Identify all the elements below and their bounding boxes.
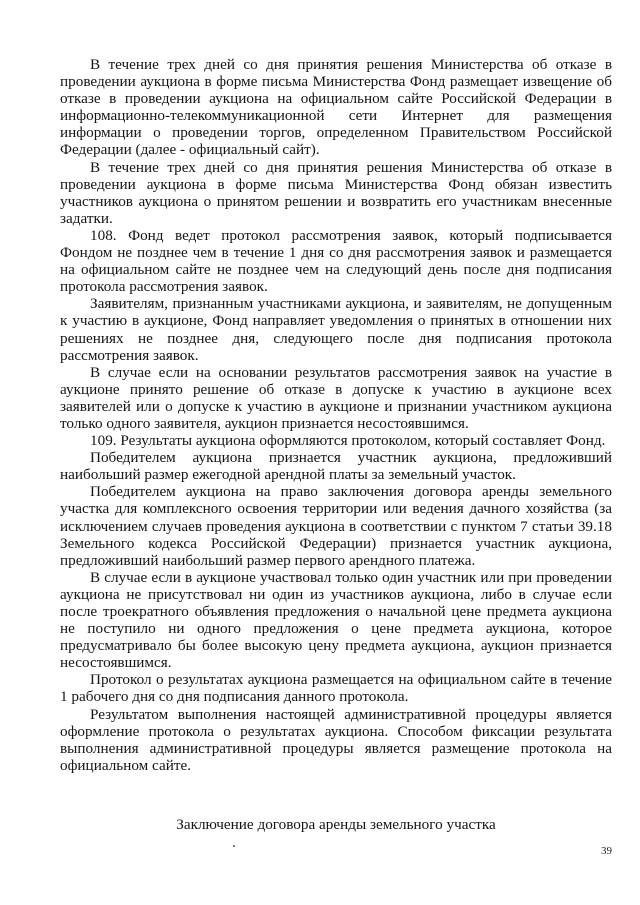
paragraph-auction-failed-applications: В случае если на основании результатов рассмотрения заявок на участие в аукционе принято решение об отказе в допуске к участию в аукционе всех заявителей или о допуске к участию в аукционе и признании участником аукциона только одного заявителя, аукцион признается несостоявшимся. (60, 363, 612, 432)
paragraph-results-publication: Протокол о результатах аукциона размещается на официальном сайте в течение 1 рабочего дня со дня подписания данного протокола. (60, 671, 612, 706)
paragraph-procedure-result: Результатом выполнения настоящей административной процедуры является оформление протокола о результатах аукциона. Способом фиксации результата выполнения административной процедуры является размещение протокола на официальном сайте. (60, 705, 612, 774)
paragraph-108-protocol: 108. Фонд ведет протокол рассмотрения заявок, который подписывается Фондом не позднее чем в течение 1 дня со дня рассмотрения заявок и размещается на официальном сайте не позднее чем на следующий день после дня подписания протокола рассмотрения заявок. (60, 226, 612, 296)
document-body (60, 56, 612, 774)
paragraph-auction-failed-single: В случае если в аукционе участвовал только один участник или при проведении аукциона не присутствовал ни один из участников аукциона, либо в случае если после троекратного объявления предложения о начальной цене предмета аукциона не поступило ни одного предложения о цене предмета аукциона, которое предусматривало бы более высокую цену предмета аукциона, аукцион признается несостоявшимся. (60, 568, 612, 672)
page-number: 39 (601, 845, 612, 857)
paragraph-refusal-notice: В течение трех дней со дня принятия решения Министерства об отказе в проведении аукциона в форме письма Министерства Фонд размещает извещение об отказе в проведении аукциона на официальном сайте Российской Федерации в информационно-телекоммуникационной сети Интернет для размещения информации о проведении торгов, определенном Правительством Российской Федерации (далее - официальный сайт). (60, 56, 612, 159)
paragraph-winner-annual-rent: Победителем аукциона признается участник аукциона, предложивший наибольший размер ежегодной арендной платы за земельный участок. (60, 449, 612, 484)
paragraph-109-results: 109. Результаты аукциона оформляются протоколом, который составляет Фонд. (90, 432, 606, 450)
paragraph-refusal-participants: В течение трех дней со дня принятия решения Министерства об отказе в проведении аукциона в форме письма Министерства Фонд обязан известить участников аукциона о принятом решении и возвратить его участникам внесенные задатки. (60, 158, 612, 227)
scan-speck (233, 845, 235, 847)
section-heading: Заключение договора аренды земельного участка (176, 816, 496, 833)
paragraph-notifications: Заявителям, признанным участниками аукциона, и заявителям, не допущенным к участию в аукционе, Фонд направляет уведомления о принятых в отношении них решениях не позднее дня, следующего после дня подписания протокола рассмотрения заявок. (60, 295, 612, 364)
paragraph-winner-complex-development: Победителем аукциона на право заключения договора аренды земельного участка для комплексного освоения территории или ведения дачного хозяйства (за исключением случаев проведения аукциона в соответствии с пунктом 7 статьи 39.18 Земельного кодекса Российской Федерации) признается участник аукциона, предложивший наибольший размер первого арендного платежа. (60, 483, 612, 569)
